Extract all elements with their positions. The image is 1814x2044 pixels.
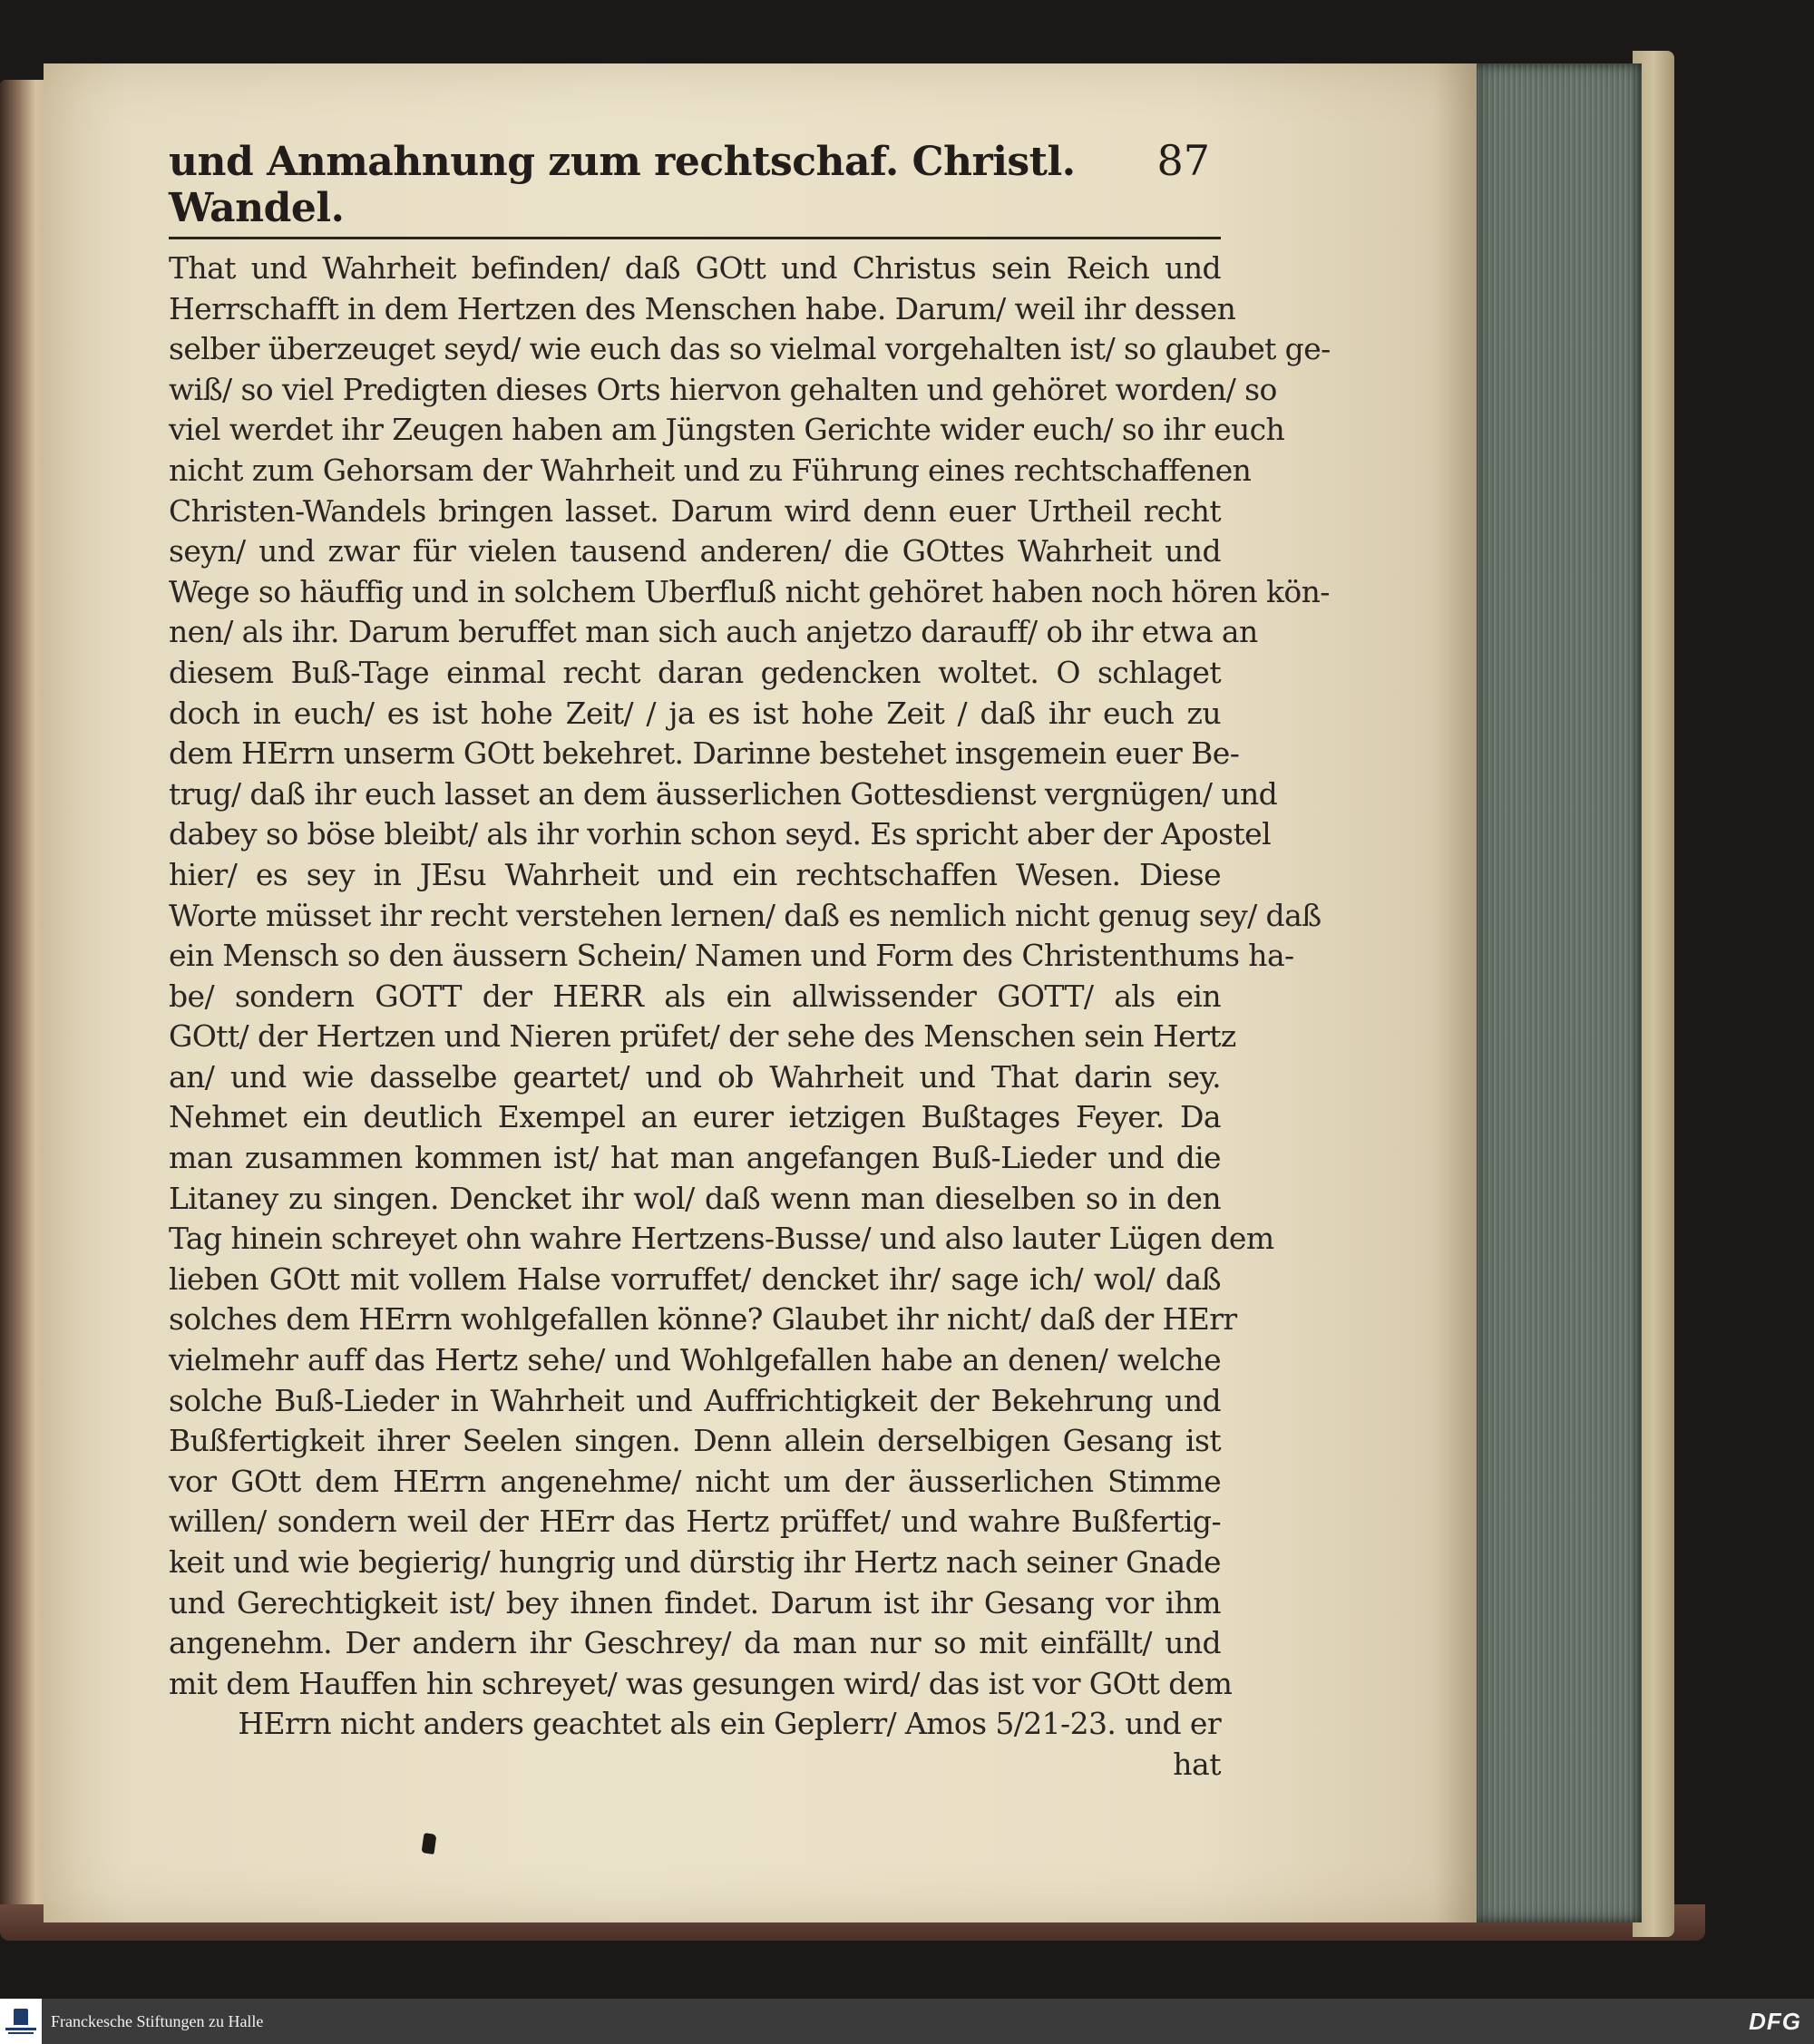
- text-line: GOtt/ der Hertzen und Nieren prüfet/ der sehe des Menschen sein Hertz: [169, 1018, 1236, 1055]
- body-text: [169, 248, 1331, 1745]
- text-line: That und Wahrheit befinden/ daß GOtt und Christus sein Reich und: [169, 250, 1221, 286]
- institution-logo-icon: [0, 1999, 42, 2044]
- page-content: [169, 136, 1331, 1785]
- text-line: dabey so böse bleibt/ als ihr vorhin schon seyd. Es spricht aber der Apostel: [169, 816, 1272, 852]
- text-line: an/ und wie dasselbe geartet/ und ob Wahrheit und That darin sey.: [169, 1058, 1221, 1095]
- text-line: ein Mensch so den äussern Schein/ Namen und Form des Christenthums ha-: [169, 938, 1294, 974]
- institution-name: Franckesche Stiftungen zu Halle: [51, 2011, 264, 2030]
- text-line: man zusammen kommen ist/ hat man angefangen Buß-Lieder und die: [169, 1140, 1221, 1176]
- text-line: Christen-Wandels bringen lasset. Darum wird denn euer Urtheil recht: [169, 492, 1221, 529]
- text-line: Nehmet ein deutlich Exempel an eurer ietzigen Bußtages Feyer. Da: [169, 1099, 1221, 1135]
- text-line: willen/ sondern weil der HErr das Hertz prüffet/ und wahre Bußfertig-: [169, 1504, 1221, 1540]
- text-line: HErrn nicht anders geachtet als ein Geplerr/ Amos 5/21-23. und er: [238, 1706, 1221, 1742]
- viewer-footer: [0, 1999, 1814, 2044]
- text-line: solches dem HErrn wohlgefallen könne? Glaubet ihr nicht/ daß der HErr: [169, 1301, 1237, 1338]
- text-line: vor GOtt dem HErrn angenehme/ nicht um der äusserlichen Stimme: [169, 1463, 1221, 1499]
- text-line: angenehm. Der andern ihr Geschrey/ da man nur so mit einfällt/ und: [169, 1625, 1221, 1661]
- text-line: nicht zum Gehorsam der Wahrheit und zu Führung eines rechtschaffenen: [169, 452, 1252, 488]
- running-title: und Anmahnung zum rechtschaf. Christl. Wandel.: [169, 139, 1076, 231]
- text-line: viel werdet ihr Zeugen haben am Jüngsten Gerichte wider euch/ so ihr euch: [169, 412, 1285, 448]
- footer-institution: [0, 1999, 263, 2044]
- text-line: Litaney zu singen. Dencket ihr wol/ daß wenn man dieselben so in den: [169, 1180, 1221, 1216]
- text-line: vielmehr auff das Hertz sehe/ und Wohlgefallen habe an denen/ welche: [169, 1342, 1221, 1378]
- text-line: dem HErrn unserm GOtt bekehret. Darinne bestehet insgemein euer Be-: [169, 735, 1240, 772]
- text-line: selber überzeuget seyd/ wie euch das so vielmal vorgehalten ist/ so glaubet ge-: [169, 331, 1331, 367]
- text-line: be/ sondern GOTT der HERR als ein allwissender GOTT/ als ein: [169, 978, 1221, 1014]
- page-header: [169, 136, 1221, 239]
- text-line: und Gerechtigkeit ist/ bey ihnen findet. Darum ist ihr Gesang vor ihm: [169, 1584, 1221, 1621]
- text-line: solche Buß-Lieder in Wahrheit und Auffrichtigkeit der Bekehrung und: [169, 1382, 1221, 1418]
- text-line: wiß/ so viel Predigten dieses Orts hiervon gehalten und gehöret worden/ so: [169, 371, 1277, 407]
- text-line: keit und wie begierig/ hungrig und dürstig ihr Hertz nach seiner Gnade: [169, 1544, 1221, 1580]
- text-line: trug/ daß ihr euch lasset an dem äusserlichen Gottesdienst vergnügen/ und: [169, 775, 1278, 812]
- text-line: lieben GOtt mit vollem Halse vorruffet/ dencket ihr/ sage ich/ wol/ daß: [169, 1260, 1221, 1297]
- text-line: Bußfertigkeit ihrer Seelen singen. Denn allein derselbigen Gesang ist: [169, 1423, 1221, 1459]
- text-line: Wege so häuffig und in solchem Uberfluß nicht gehöret haben noch hören kön-: [169, 573, 1330, 609]
- page-block-edges: [1469, 63, 1642, 1922]
- text-line: Tag hinein schreyet ohn wahre Hertzens-Busse/ und also lauter Lügen dem: [169, 1221, 1274, 1257]
- text-line: Worte müsset ihr recht verstehen lernen/ daß es nemlich nicht genug sey/ daß: [169, 897, 1321, 933]
- text-line: doch in euch/ es ist hohe Zeit/ / ja es ist hohe Zeit / daß ihr euch zu: [169, 695, 1221, 731]
- text-line: diesem Buß-Tage einmal recht daran gedencken woltet. O schlaget: [169, 654, 1221, 690]
- text-line: nen/ als ihr. Darum beruffet man sich auch anjetzo darauff/ ob ihr etwa an: [169, 614, 1258, 650]
- text-line: mit dem Hauffen hin schreyet/ was gesungen wird/ das ist vor GOtt dem: [169, 1665, 1233, 1701]
- text-line: seyn/ und zwar für vielen tausend anderen/ die GOttes Wahrheit und: [169, 533, 1221, 569]
- page-number: 87: [1156, 136, 1210, 185]
- catchword: hat: [1173, 1746, 1221, 1782]
- text-line: hier/ es sey in JEsu Wahrheit und ein rechtschaffen Wesen. Diese: [169, 856, 1221, 892]
- text-line: Herrschafft in dem Hertzen des Menschen habe. Darum/ weil ihr dessen: [169, 290, 1236, 326]
- dfg-logo: DFG: [1749, 2007, 1801, 2035]
